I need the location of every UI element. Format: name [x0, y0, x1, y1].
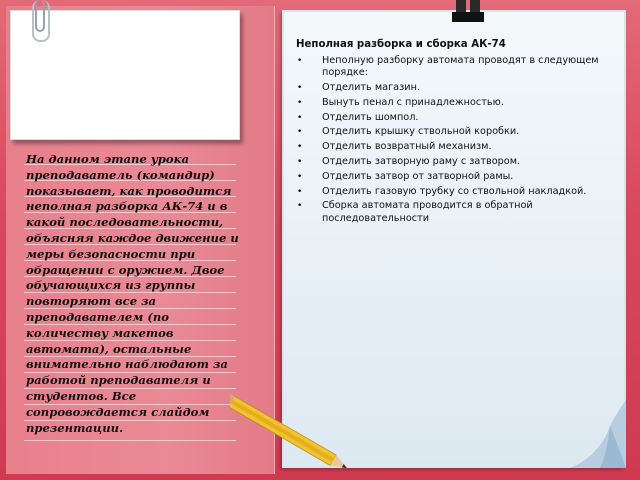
list-item: • Отделить магазин.: [297, 82, 420, 93]
pencil-icon: [230, 390, 360, 480]
bullet-icon: •: [297, 97, 303, 108]
list-item: • Сборка автомата проводится в обратной последовательности: [297, 200, 533, 224]
list-item: • Отделить затворную раму с затвором.: [297, 155, 521, 167]
lesson-description: На данном этапе урока преподаватель (командир) показывает, как проводится неполная разборка АК-74 и в какой последовательности, объясняя каждое движение и меры безопасности при обращении с оружием. Двое обучающихся из группы повторяют все за преподавателем (по количеству макетов автомата), остальные внимательно наблюдают за работой преподавателя и студентов. Все сопровождается слайдом презентации.: [26, 152, 239, 435]
bullet-icon: •: [297, 171, 303, 182]
ruled-line: [24, 440, 236, 441]
page-curl-icon: [570, 400, 626, 468]
list-item: • Неполную разборку автомата проводят в следующем порядке:: [297, 55, 599, 79]
bullet-icon: •: [297, 156, 303, 167]
paper-clip-inner-icon: [35, 0, 45, 32]
steps-list: [296, 55, 616, 225]
list-item: • Отделить возвратный механизм.: [297, 141, 492, 153]
list-item: • Отделить газовую трубку со ствольной накладкой.: [297, 185, 587, 197]
list-item: • Отделить шомпол.: [297, 111, 419, 123]
list-item: • Вынуть пенал с принадлежностью.: [297, 96, 504, 108]
bullet-icon: •: [297, 56, 303, 66]
bullet-icon: •: [297, 127, 303, 138]
bullet-icon: •: [297, 186, 303, 197]
list-item: • Отделить затвор от затворной рамы.: [297, 170, 514, 182]
steps-content: [296, 38, 616, 227]
slide-title: Неполная разборка и сборка АК-74: [296, 39, 506, 50]
binder-clip-icon: [452, 0, 484, 22]
bullet-icon: •: [297, 201, 303, 212]
list-item: • Отделить крышку ствольной коробки.: [297, 126, 520, 138]
bullet-icon: •: [297, 83, 303, 93]
bullet-icon: •: [297, 142, 303, 153]
bullet-icon: •: [297, 112, 303, 123]
